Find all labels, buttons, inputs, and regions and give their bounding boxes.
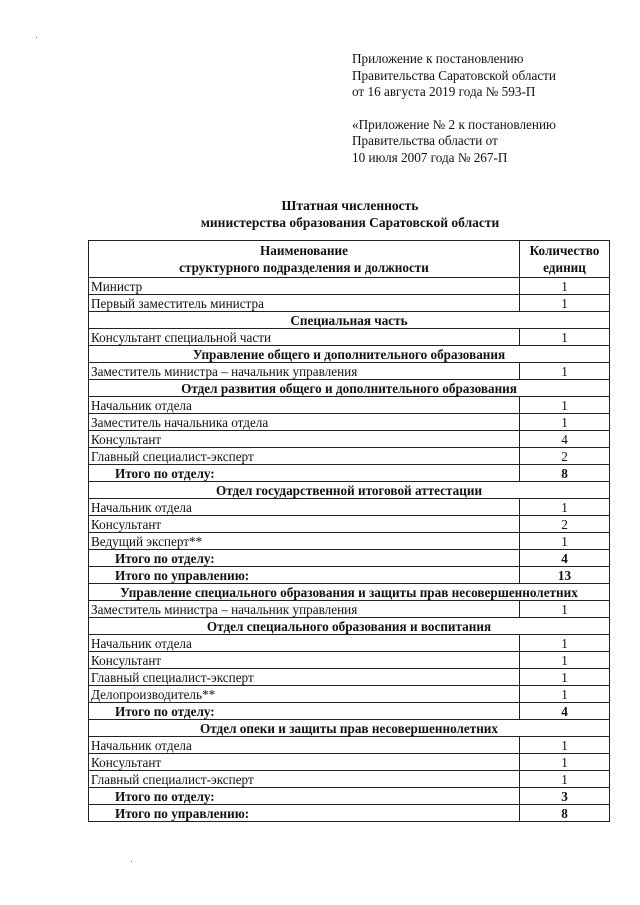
section-title: Специальная часть [89, 312, 610, 329]
position-name: Главный специалист-эксперт [89, 771, 520, 788]
section-row [89, 380, 610, 397]
total-row [89, 550, 610, 567]
header-line: Приложение к постановлению [352, 51, 524, 66]
table-row [89, 771, 610, 788]
section-row [89, 312, 610, 329]
position-count: 1 [520, 278, 610, 295]
total-count: 8 [520, 465, 610, 482]
header-line: «Приложение № 2 к постановлению [352, 116, 556, 132]
position-name: Первый заместитель министра [89, 295, 520, 312]
count-header-line: единиц [543, 260, 586, 275]
name-column-header [89, 241, 520, 278]
table-row [89, 533, 610, 550]
section-row [89, 482, 610, 499]
position-count: 1 [520, 754, 610, 771]
position-count: 2 [520, 448, 610, 465]
name-header-line: Наименование [260, 243, 348, 258]
position-count: 1 [520, 499, 610, 516]
position-name: Консультант специальной части [89, 329, 520, 346]
staff-table [88, 240, 610, 822]
table-row [89, 448, 610, 465]
header-line: Правительства Саратовской области [352, 67, 556, 83]
position-count: 1 [520, 635, 610, 652]
section-title: Отдел государственной итоговой аттестации [89, 482, 610, 499]
position-count: 1 [520, 329, 610, 346]
section-row [89, 618, 610, 635]
position-name: Консультант [89, 652, 520, 669]
position-name: Заместитель министра – начальник управления [89, 601, 520, 618]
position-count: 1 [520, 771, 610, 788]
table-row [89, 516, 610, 533]
position-count: 1 [520, 652, 610, 669]
position-name: Консультант [89, 516, 520, 533]
table-row [89, 414, 610, 431]
total-label: Итого по управлению: [89, 805, 520, 822]
position-name: Главный специалист-эксперт [89, 448, 520, 465]
total-count: 4 [520, 703, 610, 720]
table-row [89, 686, 610, 703]
position-name: Заместитель начальника отдела [89, 414, 520, 431]
total-count: 3 [520, 788, 610, 805]
table-row [89, 754, 610, 771]
total-row [89, 805, 610, 822]
name-header-line: структурного подразделения и должности [179, 260, 429, 275]
total-row [89, 788, 610, 805]
total-row [89, 465, 610, 482]
total-row [89, 567, 610, 584]
scan-speck [131, 861, 132, 862]
header-line: Правительства области от [352, 133, 498, 148]
section-title: Отдел опеки и защиты прав несовершеннолетних [89, 720, 610, 737]
position-name: Заместитель министра – начальник управления [89, 363, 520, 380]
section-title: Управление общего и дополнительного образования [89, 346, 610, 363]
section-row [89, 720, 610, 737]
position-count: 1 [520, 363, 610, 380]
table-row [89, 652, 610, 669]
table-row [89, 669, 610, 686]
total-count: 8 [520, 805, 610, 822]
table-row [89, 397, 610, 414]
position-count: 1 [520, 295, 610, 312]
section-row [89, 584, 610, 601]
table-row [89, 363, 610, 380]
table-body [89, 278, 610, 822]
total-row [89, 703, 610, 720]
section-title: Отдел развития общего и дополнительного образования [89, 380, 610, 397]
header-line: 10 июля 2007 года № 267-П [352, 149, 508, 165]
total-label: Итого по отделу: [89, 550, 520, 567]
table-row [89, 601, 610, 618]
total-count: 13 [520, 567, 610, 584]
total-label: Итого по отделу: [89, 788, 520, 805]
table-row [89, 431, 610, 448]
position-name: Главный специалист-эксперт [89, 669, 520, 686]
position-name: Начальник отдела [89, 499, 520, 516]
total-label: Итого по отделу: [89, 465, 520, 482]
document-title: Штатная численность [281, 198, 419, 213]
table-row [89, 295, 610, 312]
position-name: Делопроизводитель** [89, 686, 520, 703]
table-row [89, 635, 610, 652]
position-count: 1 [520, 414, 610, 431]
position-count: 1 [520, 397, 610, 414]
position-name: Министр [89, 278, 520, 295]
position-count: 1 [520, 737, 610, 754]
table-row [89, 278, 610, 295]
position-name: Начальник отдела [89, 737, 520, 754]
table-row [89, 329, 610, 346]
count-column-header [520, 241, 610, 278]
position-count: 1 [520, 601, 610, 618]
total-label: Итого по отделу: [89, 703, 520, 720]
position-name: Начальник отдела [89, 397, 520, 414]
position-count: 1 [520, 533, 610, 550]
position-count: 1 [520, 669, 610, 686]
position-name: Ведущий эксперт** [89, 533, 520, 550]
document-subtitle: министерства образования Саратовской области [200, 215, 500, 230]
position-name: Начальник отдела [89, 635, 520, 652]
header-line: от 16 августа 2019 года № 593-П [352, 84, 536, 99]
section-title: Отдел специального образования и воспитания [89, 618, 610, 635]
document-header [352, 51, 622, 166]
table-header-row [89, 241, 610, 278]
table-row [89, 737, 610, 754]
total-label: Итого по управлению: [89, 567, 520, 584]
position-name: Консультант [89, 754, 520, 771]
position-count: 1 [520, 686, 610, 703]
section-row [89, 346, 610, 363]
total-count: 4 [520, 550, 610, 567]
scan-speck [36, 37, 37, 38]
section-title: Управление специального образования и защиты прав несовершеннолетних [89, 584, 610, 601]
position-count: 2 [520, 516, 610, 533]
count-header-line: Количество [529, 243, 600, 258]
table-row [89, 499, 610, 516]
position-count: 4 [520, 431, 610, 448]
position-name: Консультант [89, 431, 520, 448]
